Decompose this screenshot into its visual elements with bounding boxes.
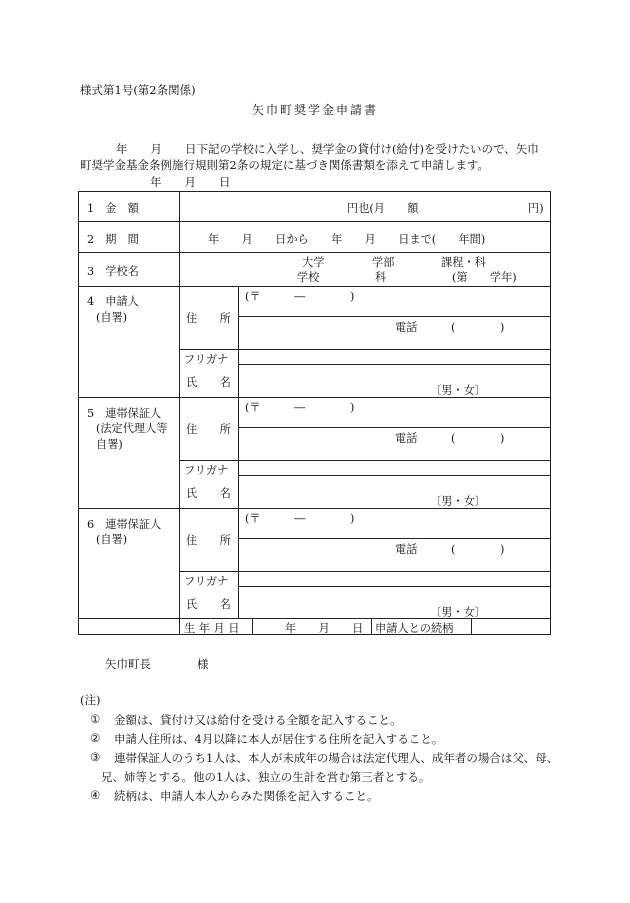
note-2-text: 申請人住所は、4月以降に本人が居住する住所を記入すること。 — [114, 732, 444, 746]
birthdate-label: 生 年 月 日 — [184, 622, 240, 635]
guarantor-1-postal-field[interactable]: (〒 ― ) — [245, 401, 355, 414]
amount-yen-close: 円) — [528, 202, 544, 215]
course-text: 課程・科 — [441, 256, 486, 269]
guarantor-2-furigana-label: フリガナ — [184, 575, 229, 588]
applicant-sign-note: (自署) — [96, 311, 128, 324]
guarantor-1-note-2: 自署) — [96, 438, 123, 451]
application-date: 年 月 日 — [150, 175, 231, 189]
period-field[interactable]: 年 月 日から 年 月 日まで( 年間) — [208, 233, 486, 246]
addressee-mayor: 矢巾町長 様 — [105, 657, 209, 671]
relation-label: 申請人との続柄 — [375, 622, 454, 635]
guarantor-2-gender-field[interactable]: 〔男・女〕 — [430, 606, 486, 619]
notes-heading: (注) — [80, 693, 101, 707]
guarantor-1-gender-field[interactable]: 〔男・女〕 — [430, 495, 486, 508]
form-number-label: 様式第1号(第2条関係) — [80, 83, 196, 97]
guarantor-2-postal-field[interactable]: (〒 ― ) — [245, 512, 355, 525]
note-2-number: ② — [90, 731, 101, 745]
note-3-text: 連帯保証人のうち1人は、本人が未成年の場合は法定代理人、成年者の場合は父、母、 — [114, 751, 559, 765]
applicant-furigana-label: フリガナ — [184, 353, 229, 366]
note-3-number: ③ — [90, 750, 101, 764]
amount-label: 1 金 額 — [87, 202, 139, 215]
guarantor-1-note-1: (法定代理人等 — [96, 422, 168, 435]
birthdate-field[interactable]: 年 月 日 — [285, 622, 364, 635]
applicant-address-label: 住 所 — [186, 312, 231, 325]
guarantor-1-label: 5 連帯保証人 — [87, 407, 162, 420]
applicant-name-label: 氏 名 — [186, 376, 231, 389]
document-title: 矢巾町奨学金申請書 — [251, 103, 378, 117]
school-text: 学校 — [297, 271, 320, 284]
applicant-postal-field[interactable]: (〒 ― ) — [245, 290, 355, 303]
applicant-gender-field[interactable]: 〔男・女〕 — [430, 384, 486, 397]
intro-line-2: 町奨学金基金条例施行規則第2条の規定に基づき関係書類を添えて申請します。 — [80, 158, 489, 172]
guarantor-2-sign-note: (自署) — [96, 533, 128, 546]
guarantor-2-address-label: 住 所 — [186, 534, 231, 547]
period-label: 2 期 間 — [87, 233, 139, 246]
guarantor-2-label: 6 連帯保証人 — [87, 518, 162, 531]
guarantor-2-phone-field[interactable]: 電話 ( ) — [395, 543, 505, 556]
guarantor-1-name-label: 氏 名 — [186, 487, 231, 500]
guarantor-1-furigana-label: フリガナ — [184, 464, 229, 477]
grade-text: (第 学年) — [452, 271, 517, 284]
faculty-text: 学部 — [372, 256, 395, 269]
applicant-phone-field[interactable]: 電話 ( ) — [395, 321, 505, 334]
amount-field[interactable]: 円也(月 額 — [347, 202, 419, 215]
intro-line-1: 年 月 日下記の学校に入学し、奨学金の貸付け(給付)を受けたいので、矢巾 — [116, 142, 539, 156]
guarantor-1-address-label: 住 所 — [186, 423, 231, 436]
relation-field[interactable] — [472, 619, 550, 634]
note-4-text: 続柄は、申請人本人からみた関係を記入すること。 — [114, 789, 379, 803]
note-4-number: ④ — [90, 788, 101, 802]
note-1-text: 金額は、貸付け又は給付を受ける全額を記入すること。 — [114, 713, 402, 727]
applicant-label: 4 申請人 — [87, 295, 139, 308]
note-3-continuation: 兄、姉等とする。他の1人は、独立の生計を営む第三者とする。 — [101, 770, 431, 784]
university-text: 大学 — [302, 256, 325, 269]
department-text: 科 — [375, 271, 387, 284]
note-1-number: ① — [90, 712, 101, 726]
guarantor-1-phone-field[interactable]: 電話 ( ) — [395, 432, 505, 445]
school-name-label: 3 学校名 — [87, 265, 139, 278]
guarantor-2-name-label: 氏 名 — [186, 598, 231, 611]
